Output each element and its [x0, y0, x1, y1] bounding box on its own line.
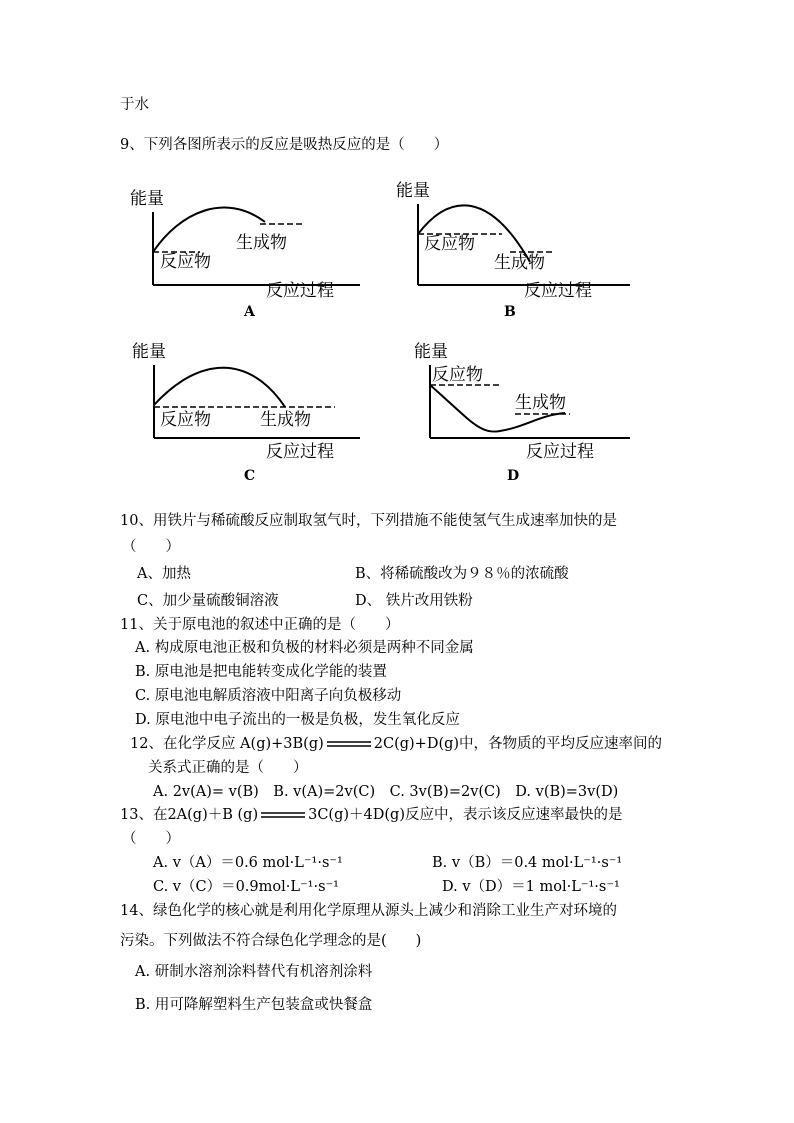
product-label: 生成物 — [515, 393, 566, 413]
product-label: 生成物 — [260, 410, 311, 430]
figure-caption: A — [244, 304, 255, 320]
q14-stem-line1: 14、绿色化学的核心就是利用化学原理从源头上减少和消除工业生产对环境的 — [120, 903, 617, 919]
reactant-label: 反应物 — [160, 410, 211, 430]
process-axis-label: 反应过程 — [266, 281, 334, 301]
energy-axis-label: 能量 — [414, 342, 448, 362]
reactant-label: 反应物 — [160, 252, 211, 272]
q13-paren: （ ） — [122, 831, 180, 847]
equilibrium-arrow-icon — [259, 809, 307, 821]
q14-option-a: A. 研制水溶剂涂料替代有机溶剂涂料 — [135, 964, 373, 980]
energy-diagram-c — [120, 335, 370, 485]
q11-stem: 11、关于原电池的叙述中正确的是（ ） — [120, 617, 400, 633]
figure-caption: B — [504, 304, 516, 320]
q11-option-a: A. 构成原电池正极和负极的材料必须是两种不同金属 — [135, 640, 474, 656]
q10-stem: 10、用铁片与稀硫酸反应制取氢气时，下列措施不能使氢气生成速率加快的是 — [120, 513, 617, 529]
continuation-text: 于水 — [120, 97, 149, 113]
q10-option-b: B、将稀硫酸改为９８％的浓硫酸 — [355, 566, 569, 582]
q13-stem-after: 3C(g)＋4D(g)反应中，表示该反应速率最快的是 — [308, 807, 623, 823]
energy-diagram-b — [390, 172, 640, 322]
process-axis-label: 反应过程 — [526, 442, 594, 462]
q12-stem-line2: 关系式正确的是（ ） — [148, 760, 308, 776]
q12-stem-after: 2C(g)+D(g)中，各物质的平均反应速率间的 — [373, 736, 663, 752]
q13-stem-before: 13、在2A(g)＋B (g) — [120, 807, 259, 823]
energy-axis-label: 能量 — [396, 181, 430, 201]
q12-stem — [130, 734, 662, 754]
q11-option-b: B. 原电池是把电能转变成化学能的装置 — [135, 664, 387, 680]
q13-option-a: A. v（A）＝0.6 mol·L⁻¹·s⁻¹ — [153, 855, 343, 871]
q13-stem — [120, 805, 622, 825]
energy-diagram-d — [390, 335, 640, 485]
product-label: 生成物 — [494, 253, 545, 273]
q10-paren: （ ） — [122, 539, 180, 555]
figure-caption: C — [244, 468, 256, 484]
energy-curve — [154, 368, 285, 407]
q14-stem-line2: 污染。下列做法不符合绿色化学理念的是( ) — [120, 933, 422, 949]
energy-axis-label: 能量 — [132, 342, 166, 362]
q12-options: A. 2v(A)= v(B) B. v(A)=2v(C) C. 3v(B)=2v(C) D. v(B)=3v(D) — [153, 784, 619, 800]
process-axis-label: 反应过程 — [524, 281, 592, 301]
figure-caption: D — [507, 468, 520, 484]
reactant-label: 反应物 — [432, 365, 483, 385]
q9-stem: 9、下列各图所表示的反应是吸热反应的是（ ） — [120, 137, 449, 153]
product-label: 生成物 — [236, 233, 287, 253]
energy-diagram-a — [120, 172, 370, 322]
q10-option-c: C、加少量硫酸铜溶液 — [137, 593, 279, 609]
q11-option-d: D. 原电池中电子流出的一极是负极，发生氧化反应 — [135, 712, 460, 728]
q13-option-b: B. v（B）＝0.4 mol·L⁻¹·s⁻¹ — [432, 855, 623, 871]
reactant-label: 反应物 — [424, 234, 475, 254]
q10-option-d: D、 铁片改用铁粉 — [355, 593, 473, 609]
q11-option-c: C. 原电池电解质溶液中阳离子向负极移动 — [135, 688, 402, 704]
q14-option-b: B. 用可降解塑料生产包装盒或快餐盒 — [135, 997, 373, 1013]
q12-stem-before: 12、在化学反应 A(g)+3B(g) — [130, 736, 324, 752]
q10-option-a: A、加热 — [137, 566, 191, 582]
process-axis-label: 反应过程 — [266, 442, 334, 462]
q13-option-d: D. v（D）＝1 mol·L⁻¹·s⁻¹ — [442, 879, 620, 895]
energy-axis-label: 能量 — [130, 189, 164, 209]
equilibrium-arrow-icon — [325, 738, 373, 750]
q13-option-c: C. v（C）＝0.9mol·L⁻¹·s⁻¹ — [153, 879, 339, 895]
